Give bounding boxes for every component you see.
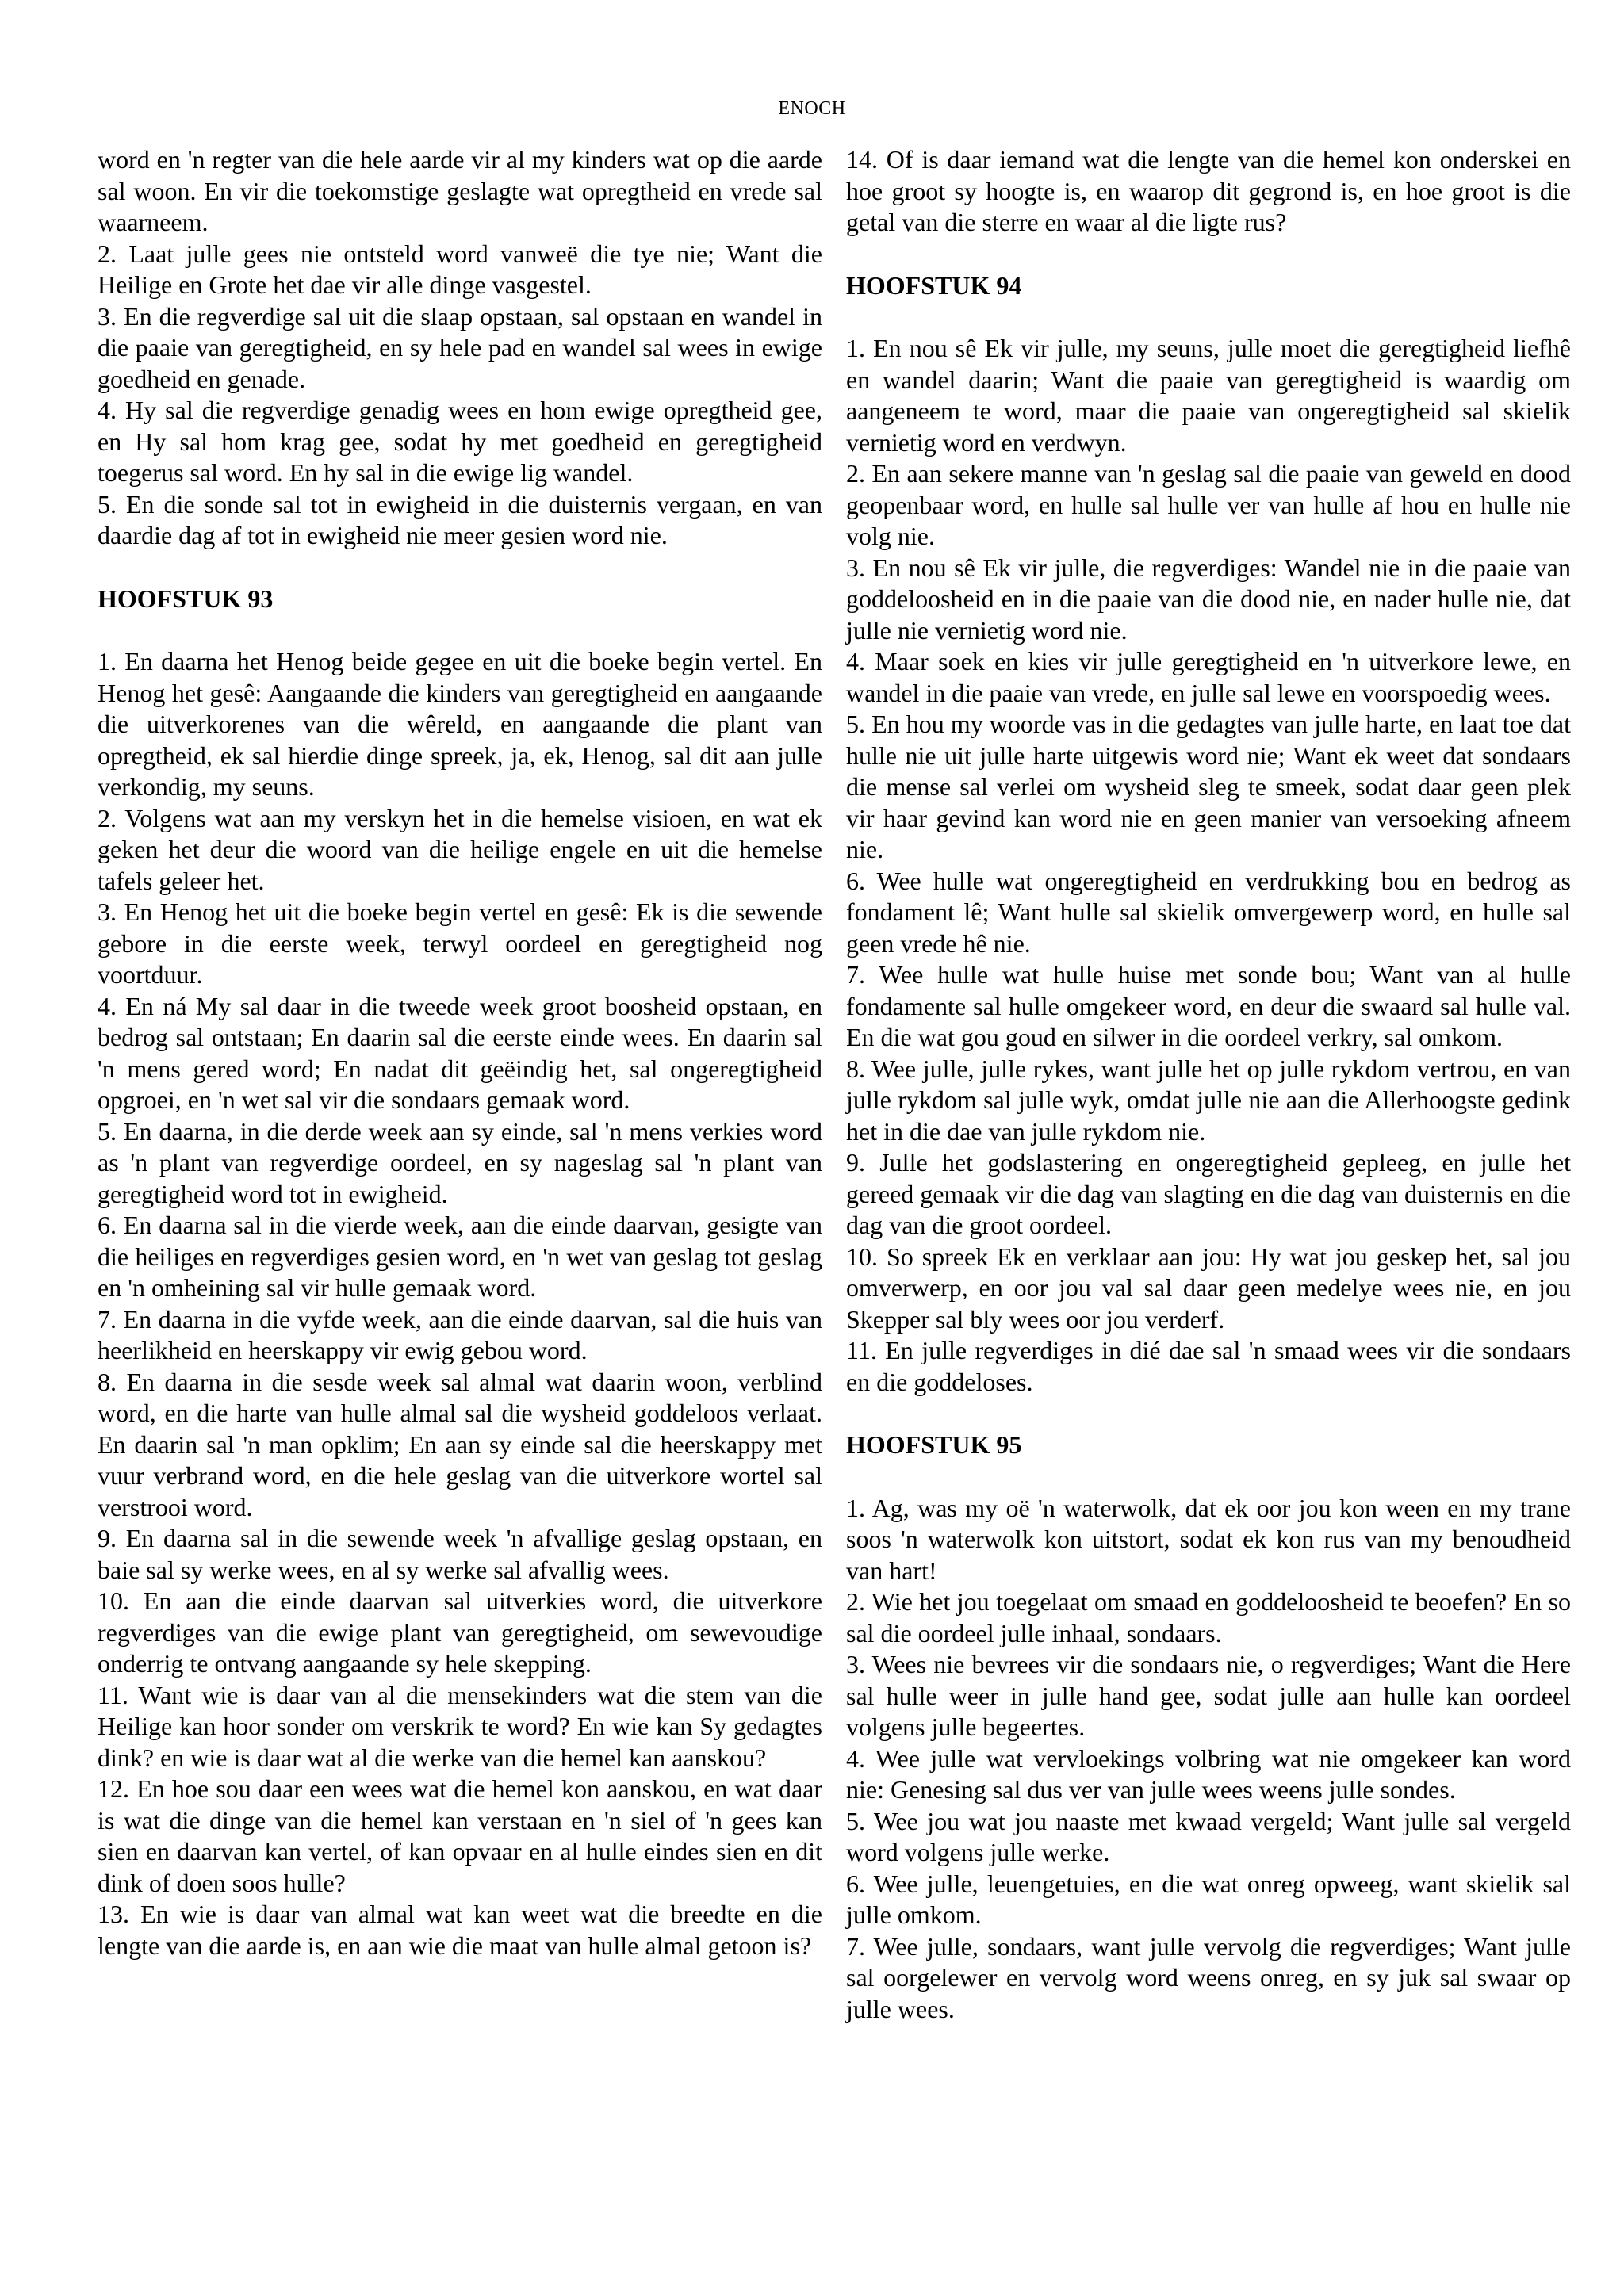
verse-paragraph: 7. En daarna in die vyfde week, aan die einde daarvan, sal die huis van heerlikheid en heerskappy vir ewig gebou word.: [98, 1304, 822, 1364]
verse-paragraph: 2. Volgens wat aan my verskyn het in die hemelse visioen, en wat ek geken het deur die woord van die heilige engele en uit die hemelse tafels geleer het.: [98, 803, 822, 895]
verse-paragraph: 4. En ná My sal daar in die tweede week groot boosheid opstaan, en bedrog sal ontstaan; En daarin sal die eerste einde wees. En daarin sal 'n mens gered word; En nadat dit geëindig het, sal ongeregtigheid opgroei, en 'n wet sal vir die sondaars gemaak word.: [98, 991, 822, 1114]
verse-paragraph: 1. En nou sê Ek vir julle, my seuns, julle moet die geregtigheid liefhê en wandel daarin; Want die paaie van geregtigheid is waardig om aangeneem te word, maar die paaie van ongeregtigheid sal skielik vernietig word en verdwyn.: [846, 334, 1571, 457]
chapter-heading: HOOFSTUK 94: [846, 270, 1022, 300]
verse-paragraph: 3. En die regverdige sal uit die slaap opstaan, sal opstaan en wandel in die paaie van geregtigheid, en sy hele pad en wandel sal wees in ewige goedheid en genade.: [98, 301, 822, 393]
chapter-heading: HOOFSTUK 95: [846, 1430, 1022, 1459]
verse-paragraph: 9. Julle het godslastering en ongeregtigheid gepleeg, en julle het gereed gemaak vir die dag van slagting en die dag van duisternis en die dag van die groot oordeel.: [846, 1148, 1571, 1239]
verse-paragraph: 13. En wie is daar van almal wat kan weet wat die breedte en die lengte van die aarde is, en aan wie die maat van hulle almal getoon is?: [98, 1900, 822, 1960]
verse-paragraph: 2. En aan sekere manne van 'n geslag sal die paaie van geweld en dood geopenbaar word, en hulle sal hulle ver van hulle af hou en hulle nie volg nie.: [846, 459, 1571, 550]
verse-paragraph: 10. En aan die einde daarvan sal uitverkies word, die uitverkore regverdiges van die ewige plant van geregtigheid, om sewevoudige onderrig te ontvang aangaande sy hele skepping.: [98, 1586, 822, 1678]
verse-paragraph: 11. Want wie is daar van al die mensekinders wat die stem van die Heilige kan hoor sonder om verskrik te word? En wie kan Sy gedagtes dink? en wie is daar wat al die werke van die hemel kan aanskou?: [98, 1680, 822, 1772]
verse-paragraph: 3. Wees nie bevrees vir die sondaars nie, o regverdiges; Want die Here sal hulle weer in julle hand gee, sodat julle aan hulle kan oordeel volgens julle begeertes.: [846, 1650, 1571, 1741]
left-column: [98, 144, 822, 1961]
verse-paragraph: 6. Wee julle, leuengetuies, en die wat onreg opweeg, want skielik sal julle omkom.: [846, 1869, 1571, 1929]
verse-paragraph: 7. Wee hulle wat hulle huise met sonde bou; Want van al hulle fondamente sal hulle omgekeer word, en deur die swaard sal hulle val. En die wat gou goud en silwer in die oordeel verkry, sal omkom.: [846, 960, 1571, 1051]
verse-paragraph: 8. En daarna in die sesde week sal almal wat daarin woon, verblind word, en die harte van hulle almal sal die wysheid goddeloos verlaat. En daarin sal 'n man opklim; En aan sy einde sal die heerskappy met vuur verbrand word, en die hele geslag van die uitverkore wortel sal verstrooi word.: [98, 1367, 822, 1521]
verse-paragraph: 4. Hy sal die regverdige genadig wees en hom ewige opregtheid gee, en Hy sal hom krag gee, sodat hy met goedheid en geregtigheid toegerus sal word. En hy sal in die ewige lig wandel.: [98, 396, 822, 487]
verse-paragraph: word en 'n regter van die hele aarde vir al my kinders wat op die aarde sal woon. En vir die toekomstige geslagte wat opregtheid en vrede sal waarneem.: [98, 145, 822, 236]
verse-paragraph: 5. En die sonde sal tot in ewigheid in die duisternis vergaan, en van daardie dag af tot in ewigheid nie meer gesien word nie.: [98, 489, 822, 549]
verse-paragraph: 7. Wee julle, sondaars, want julle vervolg die regverdiges; Want julle sal oorgelewer en vervolg word weens onreg, en sy juk sal swaar op julle wees.: [846, 1931, 1571, 2023]
verse-paragraph: 9. En daarna sal in die sewende week 'n afvallige geslag opstaan, en baie sal sy werke wees, en al sy werke sal afvallig wees.: [98, 1524, 822, 1584]
verse-paragraph: 3. En nou sê Ek vir julle, die regverdiges: Wandel nie in die paaie van goddeloosheid en in die paaie van die dood nie, en nader hulle nie, dat julle nie vernietig word nie.: [846, 553, 1571, 645]
verse-paragraph: 6. En daarna sal in die vierde week, aan die einde daarvan, gesigte van die heiliges en regverdiges gesien word, en 'n wet van geslag tot geslag en 'n omheining sal vir hulle gemaak word.: [98, 1211, 822, 1302]
chapter-heading: HOOFSTUK 93: [98, 584, 274, 613]
verse-paragraph: 14. Of is daar iemand wat die lengte van die hemel kon onderskei en hoe groot sy hoogte is, en waarop dit gegrond is, en hoe groot is die getal van die sterre en waar al die ligte rus?: [846, 145, 1571, 236]
verse-paragraph: 3. En Henog het uit die boeke begin vertel en gesê: Ek is die sewende gebore in die eerste week, terwyl oordeel en geregtigheid nog voortduur.: [98, 897, 822, 989]
verse-paragraph: 4. Wee julle wat vervloekings volbring wat nie omgekeer kan word nie: Genesing sal dus ver van julle wees weens julle sondes.: [846, 1743, 1571, 1804]
verse-paragraph: 10. So spreek Ek en verklaar aan jou: Hy wat jou geskep het, sal jou omverwerp, en oor jou val sal daar geen medelye wees nie, en jou Skepper sal bly wees oor jou verderf.: [846, 1242, 1571, 1334]
running-header: ENOCH: [778, 98, 846, 119]
verse-paragraph: 5. En daarna, in die derde week aan sy einde, sal 'n mens verkies word as 'n plant van regverdige oordeel, en sy nageslag sal 'n plant van geregtigheid word tot in ewigheid.: [98, 1116, 822, 1208]
verse-paragraph: 5. En hou my woorde vas in die gedagtes van julle harte, en laat toe dat hulle nie uit julle harte uitgewis word nie; Want ek weet dat sondaars die mense sal verlei om wysheid sleg te smeek, sodat daar geen plek vir haar gevind kan word nie en geen manier van versoeking afneem nie.: [846, 710, 1571, 863]
verse-paragraph: 4. Maar soek en kies vir julle geregtigheid en 'n uitverkore lewe, en wandel in die paaie van vrede, en julle sal lewe en voorspoedig wees.: [846, 647, 1571, 707]
verse-paragraph: 1. Ag, was my oë 'n waterwolk, dat ek oor jou kon ween en my trane soos 'n waterwolk kon uitstort, sodat ek kon rus van my benoudheid van hart!: [846, 1493, 1571, 1585]
verse-paragraph: 8. Wee julle, julle rykes, want julle het op julle rykdom vertrou, en van julle rykdom sal julle wyk, omdat julle nie aan die Allerhoogste gedink het in die dae van julle rykdom nie.: [846, 1054, 1571, 1146]
verse-paragraph: 12. En hoe sou daar een wees wat die hemel kon aanskou, en wat daar is wat die dinge van die hemel kan verstaan en 'n siel of 'n gees kan sien en daarvan kan vertel, of kan opvaar en al hulle eindes sien en dit dink of doen soos hulle?: [98, 1774, 822, 1897]
verse-paragraph: 2. Wie het jou toegelaat om smaad en goddeloosheid te beoefen? En so sal die oordeel julle inhaal, sondaars.: [846, 1587, 1571, 1647]
verse-paragraph: 11. En julle regverdiges in dié dae sal 'n smaad wees vir die sondaars en die goddeloses.: [846, 1336, 1571, 1396]
verse-paragraph: 2. Laat julle gees nie ontsteld word vanweë die tye nie; Want die Heilige en Grote het dae vir alle dinge vasgestel.: [98, 239, 822, 299]
verse-paragraph: 5. Wee jou wat jou naaste met kwaad vergeld; Want julle sal vergeld word volgens julle werke.: [846, 1806, 1571, 1866]
verse-paragraph: 6. Wee hulle wat ongeregtigheid en verdrukking bou en bedrog as fondament lê; Want hulle sal skielik omvergewerp word, en hulle sal geen vrede hê nie.: [846, 866, 1571, 958]
right-column: [846, 144, 1571, 2025]
verse-paragraph: 1. En daarna het Henog beide gegee en uit die boeke begin vertel. En Henog het gesê: Aangaande die kinders van geregtigheid en aangaande die uitverkorenes van die wêreld, en aangaande die plant van opregtheid, ek sal hierdie dinge spreek, ja, ek, Henog, sal dit aan julle verkondig, my seuns.: [98, 647, 822, 801]
